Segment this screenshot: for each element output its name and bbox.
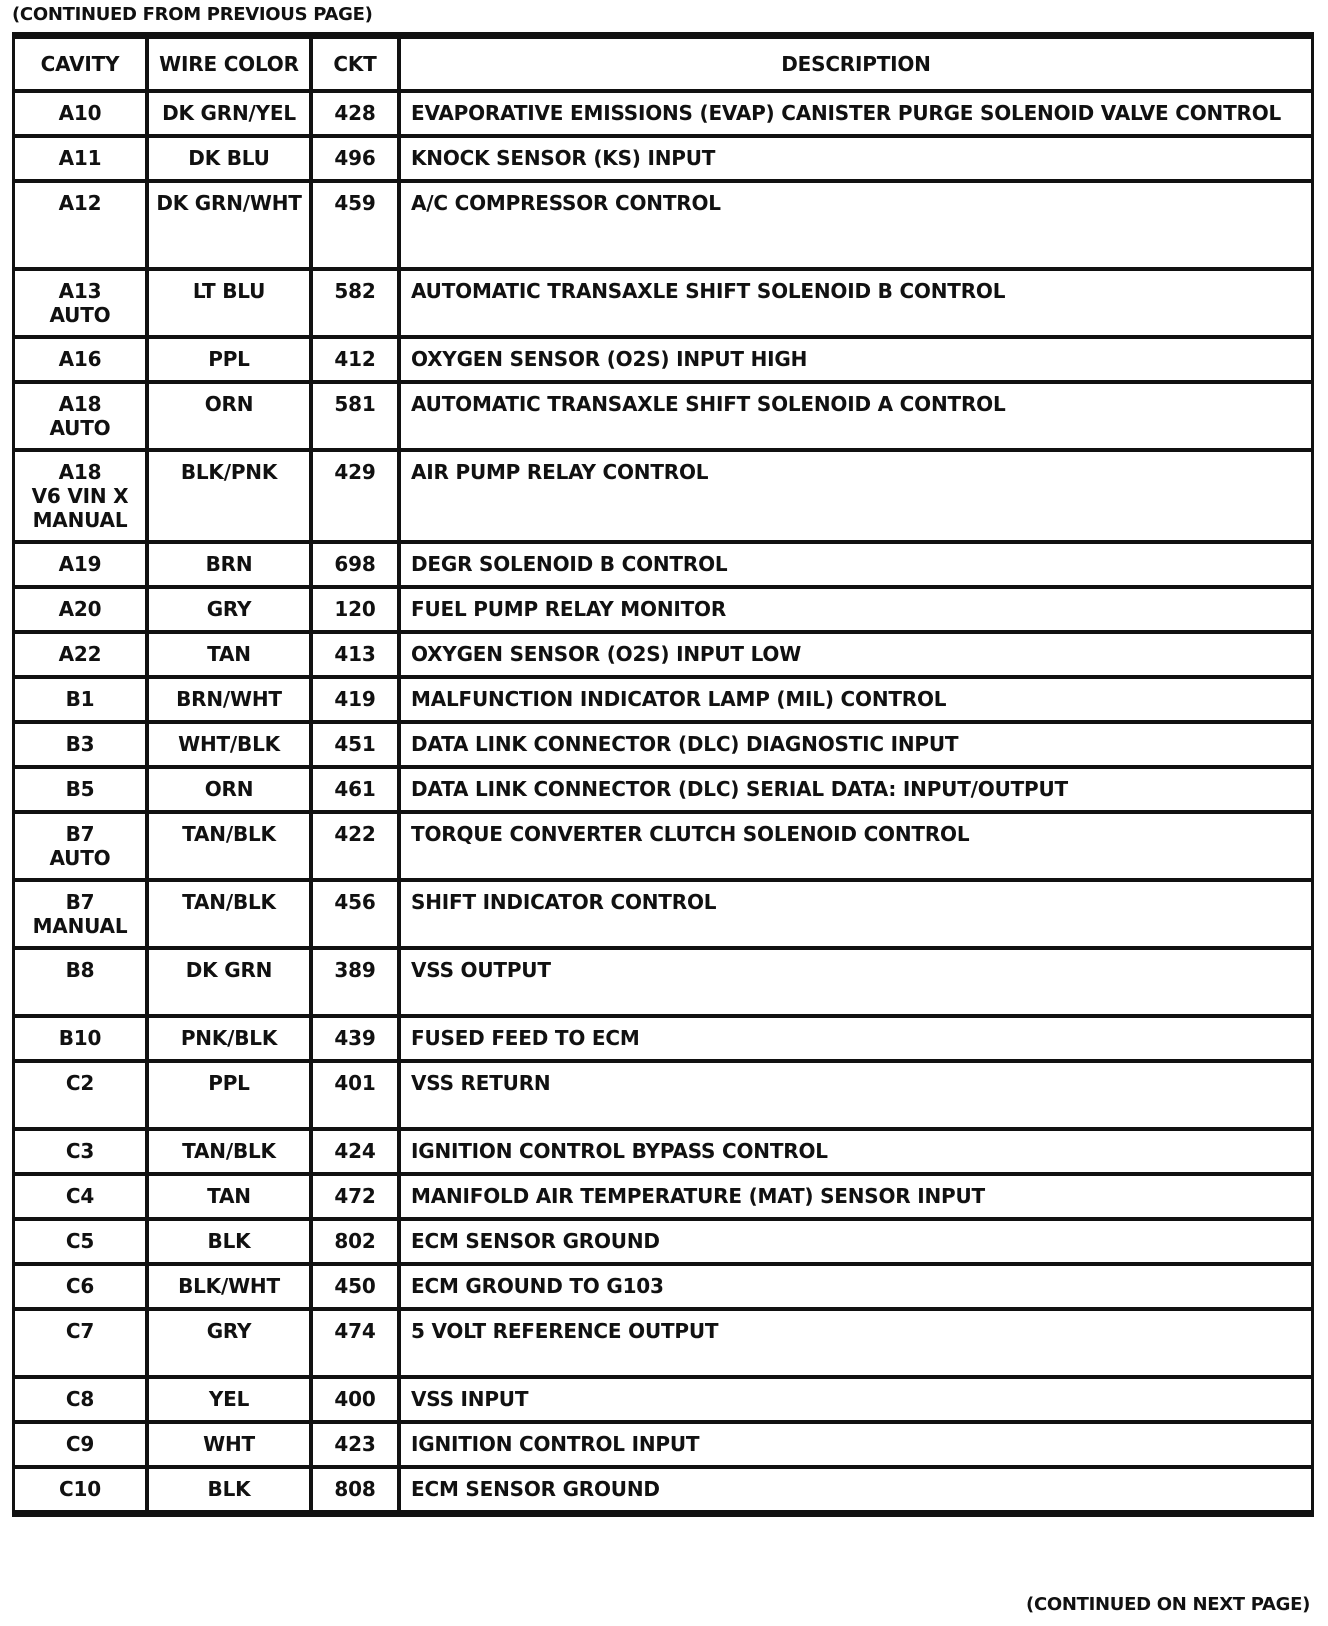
wire-color-cell: TAN/BLK [145,814,309,878]
ckt-cell: 439 [309,1018,397,1059]
description-cell: VSS OUTPUT [397,950,1311,1014]
table-row [15,679,1311,720]
ckt-cell: 422 [309,814,397,878]
wire-color-cell: YEL [145,1379,309,1420]
description-cell: VSS INPUT [397,1379,1311,1420]
ckt-cell: 472 [309,1176,397,1217]
table-row [15,1018,1311,1059]
description-cell: OXYGEN SENSOR (O2S) INPUT LOW [397,634,1311,675]
description-cell: KNOCK SENSOR (KS) INPUT [397,138,1311,179]
cavity-cell: A22 [15,634,145,675]
description-cell: A/C COMPRESSOR CONTROL [397,183,1311,267]
wire-color-cell: TAN/BLK [145,1131,309,1172]
continued-on-note: (CONTINUED ON NEXT PAGE) [1026,1594,1310,1615]
header-cavity: CAVITY [15,39,145,89]
cavity-cell: C8 [15,1379,145,1420]
ckt-cell: 429 [309,452,397,540]
wire-color-cell: WHT/BLK [145,724,309,765]
table-row [15,384,1311,448]
wire-color-cell: GRY [145,1311,309,1375]
wire-color-cell: DK GRN/WHT [145,183,309,267]
cavity-cell: A18 AUTO [15,384,145,448]
cavity-cell: B5 [15,769,145,810]
description-cell: DATA LINK CONNECTOR (DLC) SERIAL DATA: INPUT/OUTPUT [397,769,1311,810]
ckt-cell: 802 [309,1221,397,1262]
wire-color-cell: BLK [145,1221,309,1262]
wire-color-cell: BLK/PNK [145,452,309,540]
table-row [15,1063,1311,1127]
ckt-cell: 424 [309,1131,397,1172]
ckt-cell: 496 [309,138,397,179]
table-row [15,882,1311,946]
wire-color-cell: TAN/BLK [145,882,309,946]
wire-color-cell: TAN [145,634,309,675]
description-cell: FUSED FEED TO ECM [397,1018,1311,1059]
wire-color-cell: BRN/WHT [145,679,309,720]
table-row [15,452,1311,540]
connector-pinout-table [12,32,1314,1517]
cavity-cell: C4 [15,1176,145,1217]
table-row [15,1131,1311,1172]
table-body [15,93,1311,1510]
cavity-cell: C3 [15,1131,145,1172]
cavity-cell: A12 [15,183,145,267]
description-cell: ECM SENSOR GROUND [397,1469,1311,1510]
header-description: DESCRIPTION [397,39,1311,89]
ckt-cell: 451 [309,724,397,765]
wire-color-cell: DK BLU [145,138,309,179]
cavity-cell: A20 [15,589,145,630]
ckt-cell: 413 [309,634,397,675]
description-cell: ECM GROUND TO G103 [397,1266,1311,1307]
ckt-cell: 456 [309,882,397,946]
wire-color-cell: DK GRN [145,950,309,1014]
description-cell: MANIFOLD AIR TEMPERATURE (MAT) SENSOR INPUT [397,1176,1311,1217]
table-row [15,1469,1311,1510]
table-row [15,271,1311,335]
wire-color-cell: PNK/BLK [145,1018,309,1059]
wire-color-cell: WHT [145,1424,309,1465]
wire-color-cell: BLK [145,1469,309,1510]
description-cell: AUTOMATIC TRANSAXLE SHIFT SOLENOID A CONTROL [397,384,1311,448]
header-ckt: CKT [309,39,397,89]
table-row [15,1176,1311,1217]
cavity-cell: C7 [15,1311,145,1375]
table-header-row [15,39,1311,89]
ckt-cell: 808 [309,1469,397,1510]
table-row [15,1424,1311,1465]
cavity-cell: B3 [15,724,145,765]
continued-from-note: (CONTINUED FROM PREVIOUS PAGE) [12,4,373,25]
description-cell: AIR PUMP RELAY CONTROL [397,452,1311,540]
table-row [15,769,1311,810]
description-cell: EVAPORATIVE EMISSIONS (EVAP) CANISTER PURGE SOLENOID VALVE CONTROL [397,93,1311,134]
description-cell: FUEL PUMP RELAY MONITOR [397,589,1311,630]
ckt-cell: 401 [309,1063,397,1127]
description-cell: DEGR SOLENOID B CONTROL [397,544,1311,585]
ckt-cell: 428 [309,93,397,134]
ckt-cell: 581 [309,384,397,448]
cavity-cell: A16 [15,339,145,380]
table-row [15,183,1311,267]
ckt-cell: 474 [309,1311,397,1375]
table-row [15,544,1311,585]
description-cell: DATA LINK CONNECTOR (DLC) DIAGNOSTIC INPUT [397,724,1311,765]
description-cell: OXYGEN SENSOR (O2S) INPUT HIGH [397,339,1311,380]
ckt-cell: 582 [309,271,397,335]
wire-color-cell: BLK/WHT [145,1266,309,1307]
ckt-cell: 459 [309,183,397,267]
cavity-cell: A10 [15,93,145,134]
wire-color-cell: LT BLU [145,271,309,335]
table-row [15,634,1311,675]
wire-color-cell: ORN [145,769,309,810]
ckt-cell: 389 [309,950,397,1014]
table-row [15,814,1311,878]
description-cell: ECM SENSOR GROUND [397,1221,1311,1262]
ckt-cell: 419 [309,679,397,720]
header-wire-color: WIRE COLOR [145,39,309,89]
wire-color-cell: ORN [145,384,309,448]
table-row [15,1311,1311,1375]
ckt-cell: 461 [309,769,397,810]
table-row [15,1221,1311,1262]
cavity-cell: A19 [15,544,145,585]
cavity-cell: C10 [15,1469,145,1510]
ckt-cell: 698 [309,544,397,585]
ckt-cell: 400 [309,1379,397,1420]
cavity-cell: C5 [15,1221,145,1262]
ckt-cell: 120 [309,589,397,630]
cavity-cell: B10 [15,1018,145,1059]
cavity-cell: C6 [15,1266,145,1307]
wire-color-cell: BRN [145,544,309,585]
description-cell: IGNITION CONTROL BYPASS CONTROL [397,1131,1311,1172]
cavity-cell: B1 [15,679,145,720]
cavity-cell: C2 [15,1063,145,1127]
cavity-cell: B8 [15,950,145,1014]
table-row [15,339,1311,380]
cavity-cell: A18 V6 VIN X MANUAL [15,452,145,540]
wire-color-cell: DK GRN/YEL [145,93,309,134]
table-row [15,589,1311,630]
table-row [15,1379,1311,1420]
table-row [15,1266,1311,1307]
wire-color-cell: PPL [145,1063,309,1127]
wire-color-cell: TAN [145,1176,309,1217]
cavity-cell: B7 AUTO [15,814,145,878]
table-row [15,950,1311,1014]
ckt-cell: 412 [309,339,397,380]
cavity-cell: B7 MANUAL [15,882,145,946]
table-row [15,724,1311,765]
description-cell: MALFUNCTION INDICATOR LAMP (MIL) CONTROL [397,679,1311,720]
ckt-cell: 450 [309,1266,397,1307]
cavity-cell: A11 [15,138,145,179]
wire-color-cell: GRY [145,589,309,630]
description-cell: IGNITION CONTROL INPUT [397,1424,1311,1465]
wire-color-cell: PPL [145,339,309,380]
cavity-cell: A13 AUTO [15,271,145,335]
ckt-cell: 423 [309,1424,397,1465]
description-cell: AUTOMATIC TRANSAXLE SHIFT SOLENOID B CONTROL [397,271,1311,335]
description-cell: SHIFT INDICATOR CONTROL [397,882,1311,946]
description-cell: TORQUE CONVERTER CLUTCH SOLENOID CONTROL [397,814,1311,878]
description-cell: 5 VOLT REFERENCE OUTPUT [397,1311,1311,1375]
table-row [15,93,1311,134]
cavity-cell: C9 [15,1424,145,1465]
description-cell: VSS RETURN [397,1063,1311,1127]
table-row [15,138,1311,179]
